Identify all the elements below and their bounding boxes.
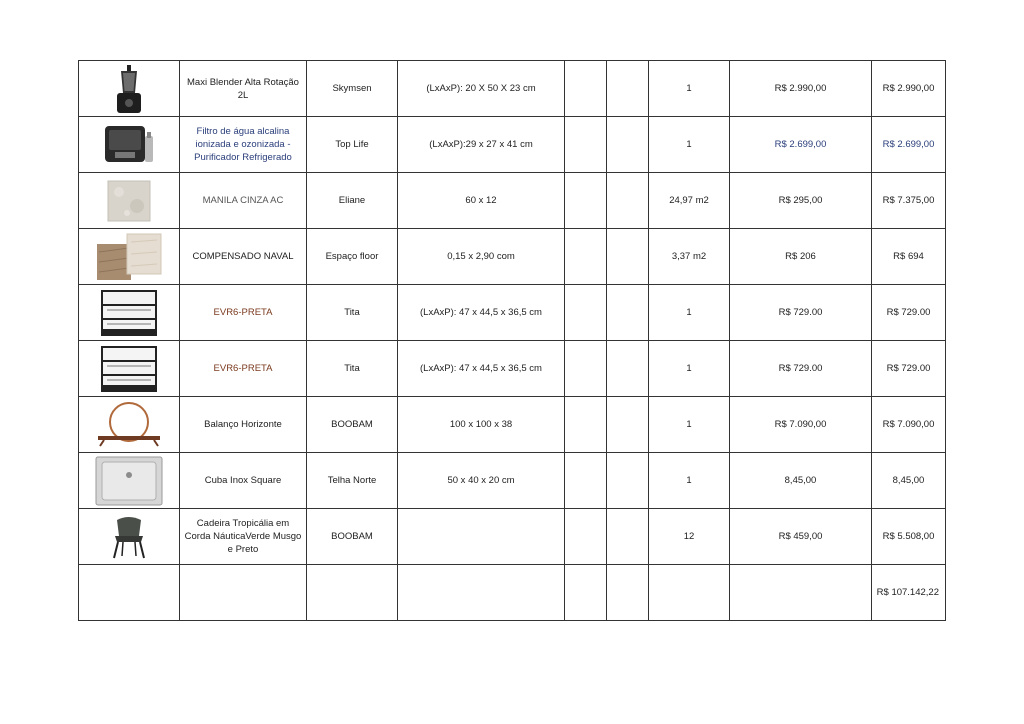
table-row (79, 397, 946, 453)
unit-price: R$ 2.699,00 (730, 117, 872, 173)
product-image-cell (79, 453, 180, 509)
quantity: 1 (649, 61, 730, 117)
quantity: 1 (649, 397, 730, 453)
dimensions: (LxAxP): 20 X 50 X 23 cm (398, 61, 565, 117)
plywood-icon (95, 232, 163, 282)
brand: Eliane (307, 173, 398, 229)
product-name: COMPENSADO NAVAL (180, 229, 307, 285)
empty-cell (607, 61, 649, 117)
empty-cell (565, 173, 607, 229)
unit-price: R$ 295,00 (730, 173, 872, 229)
product-image-cell (79, 341, 180, 397)
table-row (79, 117, 946, 173)
table-body (79, 61, 946, 621)
water-filter-icon (101, 122, 157, 168)
product-image-cell (79, 509, 180, 565)
empty-cell (180, 565, 307, 621)
dimensions: 0,15 x 2,90 com (398, 229, 565, 285)
tile-icon (107, 180, 151, 222)
table-row (79, 229, 946, 285)
table-row (79, 285, 946, 341)
empty-cell (79, 565, 180, 621)
dimensions: 50 x 40 x 20 cm (398, 453, 565, 509)
grand-total: R$ 107.142,22 (872, 565, 946, 621)
dimensions (398, 509, 565, 565)
product-name: Maxi Blender Alta Rotação 2L (180, 61, 307, 117)
quantity: 3,37 m2 (649, 229, 730, 285)
empty-cell (307, 565, 398, 621)
quantity: 1 (649, 341, 730, 397)
empty-cell (649, 565, 730, 621)
table-row (79, 173, 946, 229)
product-image-cell (79, 285, 180, 341)
dimensions: 100 x 100 x 38 (398, 397, 565, 453)
row-total: R$ 729.00 (872, 285, 946, 341)
empty-cell (607, 285, 649, 341)
empty-cell (565, 509, 607, 565)
product-name: MANILA CINZA AC (180, 173, 307, 229)
budget-table (78, 60, 946, 621)
empty-cell (565, 61, 607, 117)
swing-icon (94, 400, 164, 450)
row-total: R$ 2.699,00 (872, 117, 946, 173)
row-total: 8,45,00 (872, 453, 946, 509)
dimensions: 60 x 12 (398, 173, 565, 229)
product-name: EVR6-PRETA (180, 341, 307, 397)
empty-cell (565, 565, 607, 621)
chair-icon (105, 514, 153, 560)
dimensions: (LxAxP):29 x 27 x 41 cm (398, 117, 565, 173)
unit-price: R$ 7.090,00 (730, 397, 872, 453)
product-name: Filtro de água alcalina ionizada e ozonizada - Purificador Refrigerado (180, 117, 307, 173)
totals-row (79, 565, 946, 621)
blender-icon (112, 63, 146, 115)
unit-price: 8,45,00 (730, 453, 872, 509)
product-name: Cuba Inox Square (180, 453, 307, 509)
unit-price: R$ 729.00 (730, 341, 872, 397)
display-case-icon (99, 344, 159, 394)
quantity: 1 (649, 285, 730, 341)
display-case-icon (99, 288, 159, 338)
empty-cell (565, 285, 607, 341)
table-row (79, 341, 946, 397)
row-total: R$ 694 (872, 229, 946, 285)
product-name: Balanço Horizonte (180, 397, 307, 453)
row-total: R$ 5.508,00 (872, 509, 946, 565)
product-name: Cadeira Tropicália em Corda NáuticaVerde Musgo e Preto (180, 509, 307, 565)
empty-cell (565, 341, 607, 397)
quantity: 12 (649, 509, 730, 565)
empty-cell (607, 117, 649, 173)
row-total: R$ 729.00 (872, 341, 946, 397)
brand: BOOBAM (307, 509, 398, 565)
row-total: R$ 7.375,00 (872, 173, 946, 229)
brand: Skymsen (307, 61, 398, 117)
quantity: 1 (649, 117, 730, 173)
empty-cell (607, 453, 649, 509)
quantity: 1 (649, 453, 730, 509)
empty-cell (398, 565, 565, 621)
unit-price: R$ 2.990,00 (730, 61, 872, 117)
brand: Top Life (307, 117, 398, 173)
row-total: R$ 2.990,00 (872, 61, 946, 117)
brand: Telha Norte (307, 453, 398, 509)
empty-cell (565, 117, 607, 173)
unit-price: R$ 206 (730, 229, 872, 285)
table-row (79, 61, 946, 117)
product-image-cell (79, 229, 180, 285)
brand: BOOBAM (307, 397, 398, 453)
table-row (79, 509, 946, 565)
empty-cell (565, 453, 607, 509)
product-image-cell (79, 173, 180, 229)
quantity: 24,97 m2 (649, 173, 730, 229)
empty-cell (565, 229, 607, 285)
product-image-cell (79, 117, 180, 173)
empty-cell (607, 229, 649, 285)
empty-cell (607, 397, 649, 453)
brand: Tita (307, 285, 398, 341)
unit-price: R$ 459,00 (730, 509, 872, 565)
table-row (79, 453, 946, 509)
sink-icon (94, 455, 164, 507)
empty-cell (607, 341, 649, 397)
product-image-cell (79, 397, 180, 453)
empty-cell (607, 173, 649, 229)
unit-price: R$ 729.00 (730, 285, 872, 341)
brand: Espaço floor (307, 229, 398, 285)
empty-cell (607, 565, 649, 621)
dimensions: (LxAxP): 47 x 44,5 x 36,5 cm (398, 341, 565, 397)
empty-cell (565, 397, 607, 453)
product-image-cell (79, 61, 180, 117)
product-name: EVR6-PRETA (180, 285, 307, 341)
empty-cell (730, 565, 872, 621)
empty-cell (607, 509, 649, 565)
dimensions: (LxAxP): 47 x 44,5 x 36,5 cm (398, 285, 565, 341)
row-total: R$ 7.090,00 (872, 397, 946, 453)
brand: Tita (307, 341, 398, 397)
